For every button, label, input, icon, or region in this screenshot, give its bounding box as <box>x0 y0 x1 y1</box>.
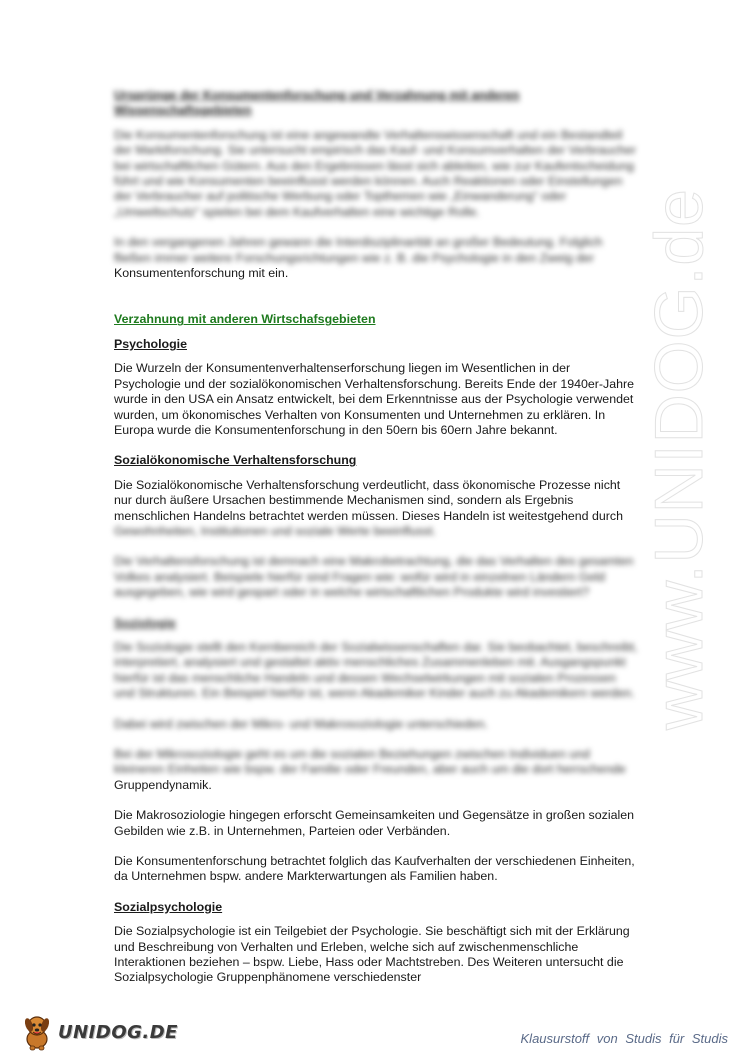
dog-mascot-icon <box>20 1013 54 1051</box>
heading-soziologie: Soziologie <box>114 615 176 630</box>
heading-psychologie: Psychologie <box>114 336 187 351</box>
second-paragraph-blurred: In den vergangenen Jahren gewann die Interdisziplinarität an großer Bedeutung. Folglich fließen immer weitere Forschungsrichtungen wie z. B. die Psychologie in den Zweig der <box>114 235 603 265</box>
second-paragraph <box>114 235 639 281</box>
second-paragraph-visible: Konsumentenforschung mit ein. <box>114 266 289 281</box>
paragraph-sozialoekonomisch <box>114 478 639 540</box>
soziologie-3-blurred: Bei der Mikrosoziologie geht es um die sozialen Beziehungen zwischen Individuen und kleineren Einheiten wie bspw. der Familie oder Freunden, aber auch um die dort herrschende <box>114 747 626 777</box>
heading-sozialpsychologie: Sozialpsychologie <box>114 899 223 914</box>
unidog-logo[interactable] <box>20 1012 178 1052</box>
paragraph-sozialpsychologie: Die Sozialpsychologie ist ein Teilgebiet der Psychologie. Sie beschäftigt sich mit der Erklärung und Beschreibung von Verhalten und Erleben, welche sich auf zwischenmenschliche Interaktionen beziehen – bspw. Liebe, Hass oder Machtstreben. Des Weiteren untersucht die Sozialpsychologie Gruppenphänomene verschiedenster <box>114 924 630 985</box>
paragraph-soziologie-1: Die Soziologie stellt den Kernbereich der Sozialwissenschaften dar. Sie beobachtet, beschreibt, interpretiert, analysiert und gestaltet aktiv menschliches Zusammenleben mit. Ausgangspunkt hierfür ist das menschliche Handeln und dessen Wechselwirkungen mit sozialen Prozessen und Strukturen. Ein Beispiel hierfür ist, wenn Akademiker Kinder auch zu Akademikern werden. <box>114 639 638 701</box>
paragraph-soziologie-4: Die Makrosoziologie hingegen erforscht Gemeinsamkeiten und Gegensätze in großen sozialen Gebilden wie z.B. in Unternehmen, Parteien oder Verbänden. <box>114 808 635 838</box>
paragraph-soziologie-3 <box>114 747 639 793</box>
paragraph-soziologie-2: Dabei wird zwischen der Mikro- und Makrosoziologie unterschieden. <box>114 716 488 731</box>
watermark: www.UNIDOG.de <box>641 188 717 730</box>
soziologie-3-visible: Gruppendynamik. <box>114 777 212 792</box>
sozialoekonomisch-visible: Die Sozialökonomische Verhaltensforschung verdeutlicht, dass ökonomische Prozesse nicht nur durch äußere Ursachen bestimmende Mechanismen sind, sondern als Ergebnis menschlichen Handelns betrachtet werden müssen. Dieses Handeln ist weitestgehend durch <box>114 477 623 523</box>
document-content <box>114 88 639 986</box>
intro-paragraph: Die Konsumentenforschung ist eine angewandte Verhaltenswissenschaft und ein Bestandteil der Marktforschung. Sie untersucht empirisch das Kauf- und Konsumverhalten der Verbraucher bei wirtschaftlichen Gütern. Aus den Ergebnissen lässt sich ableiten, wie zur Kaufentscheidung führt und wie Konsumenten beeinflusst werden können. Auch Reaktionen oder Einstellungen der Verbraucher auf politische Werbung oder Topthemen wie „Einwanderung“ oder „Umweltschutz“ spielen bei dem Kaufverhalten eine wichtige Rolle. <box>114 127 637 219</box>
heading-sozialoekonomisch: Sozialökonomische Verhaltensforschung <box>114 453 357 468</box>
sozialoekonomisch-blurred: Gewohnheiten, Institutionen und soziale Werte beeinflusst. <box>114 523 437 538</box>
section-heading: Verzahnung mit anderen Wirtschafsgebieten <box>114 312 376 327</box>
paragraph-psychologie: Die Wurzeln der Konsumentenverhaltenserforschung liegen im Wesentlichen in der Psychologie und der sozialökonomischen Verhaltensforschung. Bereits Ende der 1940er-Jahre wurde in den USA ein Ansatz entwickelt, bei dem Erkenntnisse aus der Psychologie verwendet wurden, um ökonomisches Verhalten von Konsumenten und Unternehmen zu erklären. In Europa wurde die Konsumentenforschung in den 50ern bis 60ern Jahre bekannt. <box>114 361 635 437</box>
paragraph-makrobetrachtung: Die Verhaltensforschung ist demnach eine Makrobetrachtung, die das Verhalten des gesamten Volkes analysiert. Beispiele hierfür sind Fragen wie: wofür wird in einzelnen Ländern Geld ausgegeben, wie wird gespart oder in welche wirtschaftlichen Produkte wird investiert? <box>114 554 634 600</box>
logo-text: UNIDOG.DE <box>58 1021 178 1043</box>
document-title: Ursprünge der Konsumentenforschung und Verzahnung mit anderen Wissenschaftsgebieten <box>114 88 520 118</box>
footer-tagline: Klausurstoff von Studis für Studis <box>520 1031 728 1046</box>
paragraph-soziologie-5: Die Konsumentenforschung betrachtet folglich das Kaufverhalten der verschiedenen Einheiten, da Unternehmen bspw. andere Markterwartungen als Familien haben. <box>114 854 635 884</box>
